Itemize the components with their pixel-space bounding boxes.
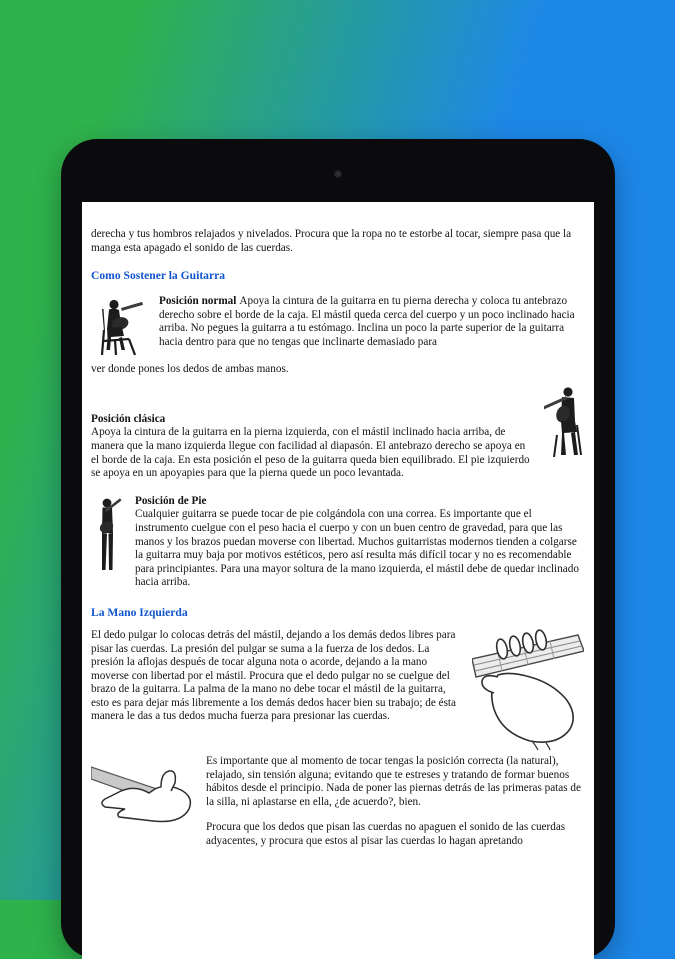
paragraph-mano-izquierda: El dedo pulgar lo colocas detrás del mástil, dejando a los demás dedos libres para pisar las cuerdas. La presión del pulgar se suma a la fuerza de los dedos. La presión la aflojas después de tocar alguna nota o acorde, dejando a la mano moverse con libertad por el mástil. Procura que el dedo pulgar no se cuelgue del brazo de la guitarra. La palma de la mano no debe tocar el mástil de la guitarra, esto es para dejar más libremente a los demás dedos hacer bien su trabajo; de ésta manera le das a tus dedos mucha fuerza para presionar las cuerdas. [91, 628, 457, 723]
posicion-normal-label: Posición normal [159, 295, 237, 308]
tablet-device [61, 139, 615, 959]
section-posicion-de-pie [91, 495, 584, 590]
paragraph-ver-donde: ver donde pones los dedos de ambas manos. [91, 363, 289, 376]
classical-position-guitarist-illustration [544, 385, 584, 461]
section-mano-izquierda [91, 629, 584, 724]
heading-la-mano-izquierda: La Mano Izquierda [91, 605, 188, 619]
paragraph-intro: derecha y tus hombros relajados y nivelados. Procura que la ropa no te estorbe al tocar, siempre pasa que la manga esta apagado el sonido de las cuerdas. [91, 228, 572, 254]
paragraph-postura: Es importante que al momento de tocar tengas la posición correcta (la natural), relajado, sin tensión alguna; evitando que te estreses y tratando de formar buenos hábitos desde el principio. Nada de poner las piernas detrás de las primeras patas de la silla, ni aplastarse en ella, ¿de acuerdo?, bien. [206, 754, 581, 808]
posicion-de-pie-label: Posición de Pie [135, 494, 207, 507]
tablet-screen [82, 202, 594, 959]
posicion-normal-text: Apoya la cintura de la guitarra en tu pierna derecha y coloca tu antebrazo derecho sobre el borde de la caja. El mástil queda cerca del cuerpo y un poco inclinado hacia arriba. No pegues la guitarra a tu estómago. Inclina un poco la parte superior de la guitarra hacia dentro para que no tengas que inclinarte demasiado para [159, 295, 575, 348]
section-postura [91, 755, 584, 849]
seated-guitarist-illustration [95, 297, 147, 359]
section-posicion-clasica [91, 385, 584, 481]
front-camera-icon [334, 170, 342, 178]
heading-como-sostener-la-guitarra: Como Sostener la Guitarra [91, 269, 226, 283]
paragraph-posicion-clasica: Apoya la cintura de la guitarra en la pierna izquierda, con el mástil inclinado hacia arriba, de manera que la mano izquierda llegue con facilidad al diapasón. El antebrazo derecho se apoya en el borde de la caja. En esta posición el peso de la guitarra queda bien equilibrado. El pie izquierdo se apoya en un apoyapies para que la pierna quede un poco levantada. [91, 426, 530, 480]
section-posicion-normal [91, 295, 584, 349]
standing-guitarist-illustration [93, 497, 123, 573]
paragraph-final: Procura que los dedos que pisan las cuerdas no apaguen el sonido de las cuerdas adyacentes, y procura que estos al pisar las cuerdas lo hagan apretando [206, 821, 566, 847]
document-page[interactable] [82, 202, 594, 959]
paragraph-posicion-de-pie: Cualquier guitarra se puede tocar de pie colgándola con una correa. Es importante que el instrumento cuelgue con el peso hacia el cuerpo y con un buen centro de gravedad, para que las manos y los brazos puedan moverse con libertad. Muchos guitarristas modernos tienden a colgarse la guitarra muy baja por motivos estéticos, pero así resulta más difícil tocar y no es recomendable para principiantes. Para una mayor soltura de la mano izquierda, el mástil debe de quedar inclinado hacia arriba. [135, 508, 579, 589]
posicion-clasica-label: Posición clásica [91, 412, 166, 425]
paragraph-posicion-normal [91, 295, 584, 349]
left-hand-on-fretboard-illustration [472, 629, 584, 751]
hand-position-illustration [91, 759, 199, 825]
